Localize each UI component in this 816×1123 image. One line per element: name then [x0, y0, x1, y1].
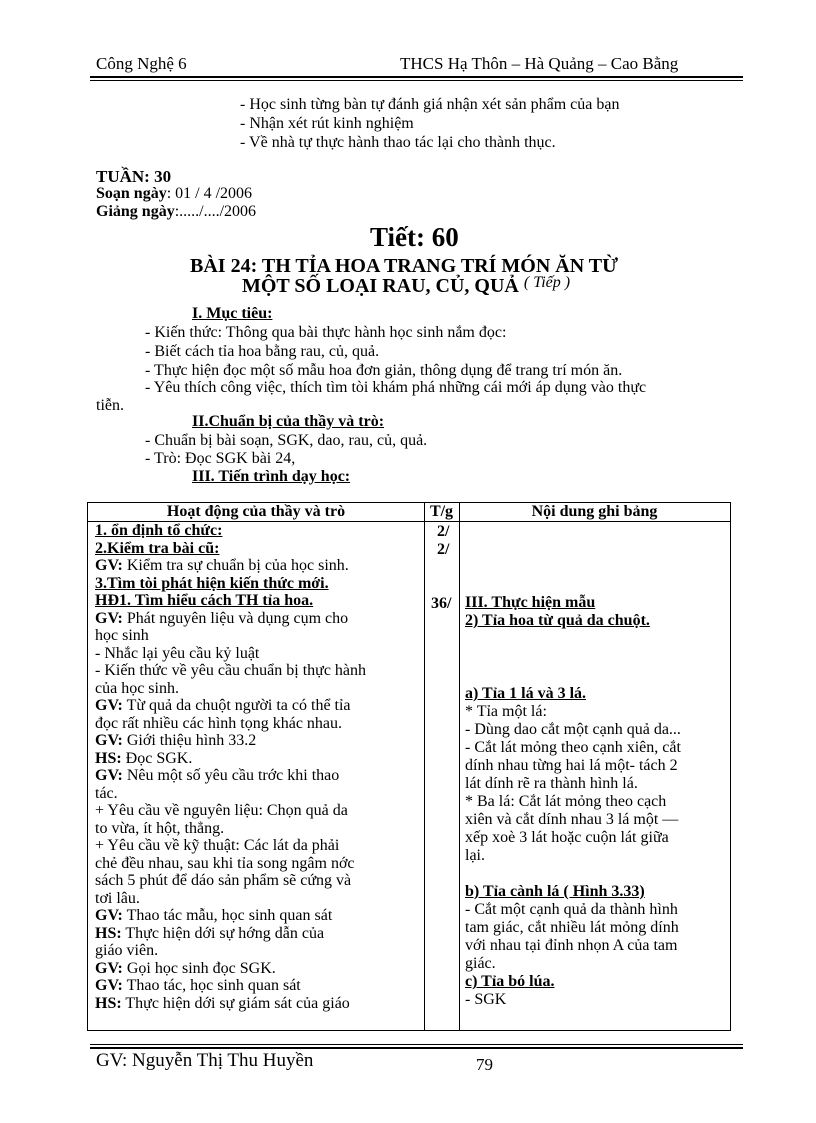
speaker-label: HS:	[95, 924, 122, 942]
activity-text: tác.	[95, 784, 118, 802]
activity-text: sách 5 phút để dáo sản phẩm sẽ cứng và	[95, 872, 352, 889]
time-cell: 2/	[437, 523, 450, 540]
speaker-label: HS:	[95, 994, 122, 1012]
header-rule-top	[90, 76, 743, 78]
objective-line: - Biết cách tỉa hoa bằng rau, củ, quả.	[145, 343, 380, 360]
prepared-label: Soạn ngày	[96, 185, 167, 202]
activity-row	[95, 890, 140, 908]
activity-row	[95, 732, 256, 750]
activity-row	[95, 872, 351, 890]
content-row: a) Tỉa 1 lá và 3 lá.	[465, 685, 587, 702]
activity-text: Nêu một số yêu cầu trớc khi thao	[122, 767, 340, 784]
content-row: xếp xoè 3 lát hoặc cuộn lát giữa	[465, 829, 669, 846]
column-divider	[459, 503, 460, 1030]
preparation-line: - Trò: Đọc SGK bài 24,	[145, 450, 296, 467]
content-row: tam giác, cắt nhiều lát mỏng dính	[465, 919, 679, 936]
objective-line: - Kiến thức: Thông qua bài thực hành học sinh nắm đọc:	[145, 324, 507, 341]
content-row: - Cắt một cạnh quả da thành hình	[465, 901, 678, 918]
activity-text: chẻ đều nhau, sau khi tỉa song ngâm nớc	[95, 854, 355, 872]
content-row: b) Tỉa cành lá ( Hình 3.33)	[465, 883, 645, 900]
activity-text: - Kiến thức về yêu cầu chuẩn bị thực hành	[95, 662, 367, 679]
activity-text: Thao tác, học sinh quan sát	[122, 977, 301, 994]
teaching-value: :...../..../2006	[174, 203, 257, 220]
content-row: lát dính rẽ ra thành hình lá.	[465, 775, 638, 792]
activity-text: 1. ổn định tổ chức:	[95, 522, 223, 539]
activity-row	[95, 750, 192, 768]
speaker-label: GV:	[95, 609, 123, 627]
content-row: 2) Tỉa hoa từ quả da chuột.	[465, 612, 650, 629]
activity-text: của học sinh.	[95, 679, 179, 697]
footer-rule-top	[90, 1044, 743, 1045]
content-row: * Ba lá: Cắt lát mỏng theo cạch	[465, 793, 667, 810]
preparation-line: - Chuẩn bị bài soạn, SGK, dao, rau, củ, quả.	[145, 432, 428, 449]
activity-row	[95, 925, 324, 943]
activity-row	[95, 995, 350, 1013]
activity-row	[95, 610, 348, 628]
content-row: với nhau tại đỉnh nhọn A của tam	[465, 937, 678, 954]
footer-rule-bottom	[90, 1047, 743, 1049]
intro-line: - Học sinh từng bàn tự đánh giá nhận xét sản phẩm của bạn	[240, 96, 620, 113]
content-row: III. Thực hiện mẫu	[465, 594, 596, 611]
content-row: c) Tỉa bó lúa.	[465, 973, 555, 990]
activity-row	[95, 960, 276, 978]
content-row: - Dùng dao cắt một cạnh quả da...	[465, 721, 681, 738]
activity-text: + Yêu cầu về kỹ thuật: Các lát da phải	[95, 837, 340, 854]
activity-row	[95, 697, 351, 715]
activity-row	[95, 557, 349, 575]
teaching-date	[96, 203, 256, 221]
speaker-label: HS:	[95, 749, 122, 767]
week-label: TUẦN: 30	[96, 167, 172, 186]
activity-text: Thao tác mẫu, học sinh quan sát	[122, 907, 333, 924]
prepared-value: : 01 / 4 /2006	[166, 185, 253, 202]
activity-row	[95, 977, 301, 995]
activity-text: Từ quả da chuột người ta có thể tỉa	[122, 697, 351, 714]
content-row: - SGK	[465, 991, 507, 1008]
intro-line: - Nhận xét rút kinh nghiệm	[240, 115, 414, 132]
activity-text: - Nhắc lại yêu cầu kỷ luật	[95, 644, 260, 662]
activity-text: Thực hiện dới sự giám sát của giáo	[121, 994, 350, 1012]
column-header-time: T/g	[429, 503, 454, 520]
content-row: xiên và cắt dính nhau 3 lá một —	[465, 811, 679, 828]
activity-row	[95, 662, 366, 680]
content-row: lại.	[465, 847, 485, 864]
lesson-table	[87, 502, 731, 1031]
speaker-label: GV:	[95, 959, 123, 977]
speaker-label: GV:	[95, 907, 123, 924]
activity-text: Kiểm tra sự chuẩn bị của học sinh.	[122, 557, 349, 574]
activity-row	[95, 802, 348, 820]
content-row: * Tỉa một lá:	[465, 703, 547, 720]
activity-row	[95, 540, 219, 558]
activity-text: học sinh	[95, 627, 149, 644]
lesson-title-line1: BÀI 24: TH TỈA HOA TRANG TRÍ MÓN ĂN TỪ	[190, 255, 619, 277]
lesson-number: Tiết: 60	[370, 222, 459, 252]
header-subject: Công Nghệ 6	[96, 54, 187, 73]
section-preparation-heading: II.Chuẩn bị của thầy và trò:	[192, 413, 385, 430]
section-objectives-heading: I. Mục tiêu:	[192, 305, 273, 322]
page-number: 79	[476, 1055, 493, 1074]
activity-text: giáo viên.	[95, 942, 159, 959]
activity-text: Phát nguyên liệu và dụng cụm cho	[122, 609, 349, 627]
activity-row	[95, 837, 339, 855]
time-cell: 36/	[431, 595, 452, 612]
activity-text: Đọc SGK.	[121, 749, 193, 767]
activity-text: Giới thiệu hình 33.2	[122, 732, 257, 749]
activity-text: Gọi học sinh đọc SGK.	[122, 959, 276, 977]
content-row: giác.	[465, 955, 496, 972]
speaker-label: GV:	[95, 767, 123, 784]
activity-text: đọc rất nhiều các hình tọng khác nhau.	[95, 714, 343, 732]
activity-row	[95, 820, 224, 838]
section-process-heading: III. Tiến trình dạy học:	[192, 468, 351, 485]
lesson-title-line2	[242, 275, 570, 298]
time-cell: 2/	[437, 541, 450, 558]
content-row: - Cắt lát mỏng theo cạnh xiên, cắt	[465, 739, 681, 756]
footer-teacher: GV: Nguyễn Thị Thu Huyền	[96, 1050, 314, 1071]
speaker-label: GV:	[95, 732, 123, 749]
activity-row	[95, 785, 118, 803]
activity-row	[95, 522, 222, 540]
column-header-activity: Hoạt động của thầy và trò	[166, 503, 346, 520]
prepared-date	[96, 185, 252, 203]
activity-row	[95, 942, 158, 960]
activity-row	[95, 855, 355, 873]
activity-text: 3.Tìm tòi phát hiện kiến thức mới.	[95, 574, 329, 592]
column-divider	[424, 503, 425, 1030]
objective-line: - Yêu thích công việc, thích tìm tòi khám phá những cái mới áp dụng vào thực	[145, 379, 647, 396]
activity-text: to vừa, ít hột, thẳng.	[95, 819, 225, 837]
speaker-label: GV:	[95, 557, 123, 574]
speaker-label: GV:	[95, 977, 123, 994]
activity-row	[95, 627, 149, 645]
activity-text: HĐ1. Tìm hiểu cách TH tỉa hoa.	[95, 592, 314, 609]
lesson-title-text: MỘT SỐ LOẠI RAU, CỦ, QUẢ	[242, 275, 519, 297]
header-school: THCS Hạ Thôn – Hà Quảng – Cao Bằng	[400, 54, 679, 73]
activity-row	[95, 575, 329, 593]
speaker-label: GV:	[95, 697, 123, 714]
objective-line: - Thực hiện đọc một số mẫu hoa đơn giản, thông dụng để trang trí món ăn.	[145, 362, 623, 379]
column-header-content: Nội dung ghi bảng	[531, 503, 658, 520]
intro-line: - Về nhà tự thực hành thao tác lại cho thành thục.	[240, 134, 556, 151]
content-row: dính nhau từng hai lá một- tách 2	[465, 757, 678, 774]
teaching-label: Giảng ngày	[96, 203, 175, 220]
activity-text: + Yêu cầu về nguyên liệu: Chọn quả da	[95, 802, 348, 819]
activity-text: tơi lâu.	[95, 889, 140, 907]
objective-line-wrap: tiễn.	[96, 397, 124, 414]
activity-text: Thực hiện dới sự hớng dẫn của	[121, 924, 325, 942]
lesson-title-continued: ( Tiếp )	[523, 274, 571, 291]
activity-row	[95, 645, 259, 663]
activity-row	[95, 715, 342, 733]
activity-row	[95, 907, 332, 925]
activity-row	[95, 767, 339, 785]
header-rule-bottom	[90, 80, 743, 81]
activity-row	[95, 680, 179, 698]
activity-text: 2.Kiểm tra bài cũ:	[95, 539, 220, 557]
activity-row	[95, 592, 313, 610]
